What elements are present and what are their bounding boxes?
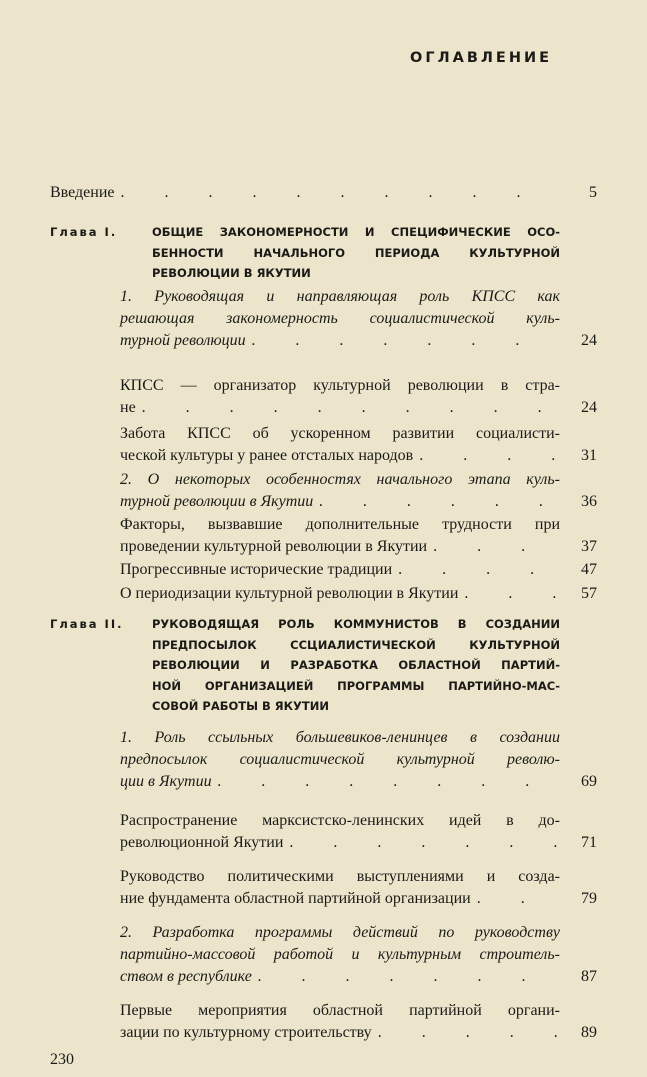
entry-line: Факторы, вызвавшие дополнительные трудности при xyxy=(120,516,560,533)
toc-subsection xyxy=(120,1000,560,1044)
entry-line xyxy=(120,966,560,988)
dot-leader xyxy=(212,771,560,793)
entry-line xyxy=(120,771,560,793)
entry-line: предпосылок социалистической культурной револю- xyxy=(120,751,560,768)
entry-line xyxy=(120,445,560,467)
entry-page-number: 69 xyxy=(581,773,597,790)
entry-page-number: 89 xyxy=(581,1024,597,1041)
chapter-title-line: НОЙ ОРГАНИЗАЦИЕЙ ПРОГРАММЫ ПАРТИЙНО-МАС- xyxy=(152,678,560,693)
page-title: ОГЛАВЛЕНИЕ xyxy=(410,50,553,66)
entry-line xyxy=(120,491,560,513)
entry-line: КПСС — организатор культурной революции в стра- xyxy=(120,377,560,394)
entry-line xyxy=(120,559,560,581)
entry-line xyxy=(120,1022,560,1044)
entry-line: партийно-массовой работой и культурным строитель- xyxy=(120,946,560,963)
entry-text: ние фундамента областной партийной организации xyxy=(120,890,471,907)
chapter-title-line: ПРЕДПОСЫЛОК ССЦИАЛИСТИЧЕСКОЙ КУЛЬТУРНОЙ xyxy=(152,637,560,652)
dot-leader xyxy=(313,491,560,513)
chapter-title xyxy=(152,222,560,284)
toc-subsection xyxy=(120,514,560,558)
entry-page-number: 5 xyxy=(589,184,597,201)
toc-subsection xyxy=(120,559,560,581)
entry-page-number: 57 xyxy=(581,585,597,602)
toc-subsection xyxy=(120,583,560,605)
entry-text: турной революции в Якутии xyxy=(120,493,314,510)
entry-text: ции в Якутии xyxy=(120,773,212,790)
entry-text: Введение xyxy=(50,184,115,201)
entry-text: революционной Якутии xyxy=(120,834,284,851)
dot-leader xyxy=(115,182,561,204)
entry-text: не xyxy=(120,399,136,416)
entry-line xyxy=(120,536,560,558)
entry-line xyxy=(120,832,560,854)
toc-subsection xyxy=(120,375,560,419)
toc-section xyxy=(120,727,560,793)
page-number: 230 xyxy=(50,1051,74,1068)
entry-line: 2. Разработка программы действий по руководству xyxy=(120,924,560,941)
entry-text: турной революции xyxy=(120,332,246,349)
entry-line: решающая закономерность социалистической куль- xyxy=(120,310,560,327)
entry-line xyxy=(120,330,560,352)
dot-leader xyxy=(427,536,560,558)
toc-subsection xyxy=(120,866,560,910)
dot-leader xyxy=(471,888,560,910)
toc-section xyxy=(120,469,560,513)
chapter-label: Глава I. xyxy=(50,225,118,239)
entry-text: Прогрессивные исторические традиции xyxy=(120,561,393,578)
entry-text: ческой культуры у ранее отсталых народов xyxy=(120,447,414,464)
entry-line: Руководство политическими выступлениями и созда- xyxy=(120,868,560,885)
chapter-title-line: РЕВОЛЮЦИИ В ЯКУТИИ xyxy=(152,266,311,280)
entry-line: Распространение марксистско-ленинских идей в до- xyxy=(120,812,560,829)
entry-page-number: 24 xyxy=(581,332,597,349)
dot-leader xyxy=(458,583,560,605)
toc-section xyxy=(120,922,560,988)
entry-text: ством в республике xyxy=(120,968,252,985)
dot-leader xyxy=(372,1022,560,1044)
chapter-title-line: РЕВОЛЮЦИИ И РАЗРАБОТКА ОБЛАСТНОЙ ПАРТИЙ- xyxy=(152,658,560,672)
entry-line xyxy=(120,397,560,419)
entry-line: 1. Роль ссыльных большевиков-ленинцев в создании xyxy=(120,729,560,746)
entry-text: проведении культурной революции в Якутии xyxy=(120,538,428,555)
chapter-label: Глава II. xyxy=(50,617,124,631)
entry-page-number: 37 xyxy=(581,538,597,555)
entry-line: Первые мероприятия областной партийной органи- xyxy=(120,1002,560,1019)
dot-leader xyxy=(246,330,560,352)
entry-page-number: 71 xyxy=(581,834,597,851)
entry-text: О периодизации культурной революции в Якутии xyxy=(120,585,459,602)
entry-page-number: 87 xyxy=(581,968,597,985)
entry-page-number: 31 xyxy=(581,447,597,464)
dot-leader xyxy=(392,559,560,581)
chapter-title-line: СОВОЙ РАБОТЫ В ЯКУТИИ xyxy=(152,699,330,713)
chapter-title-line: БЕННОСТИ НАЧАЛЬНОГО ПЕРИОДА КУЛЬТУРНОЙ xyxy=(152,245,560,260)
toc-entry-introduction xyxy=(50,182,560,204)
entry-line xyxy=(120,583,560,605)
chapter-title-line: ОБЩИЕ ЗАКОНОМЕРНОСТИ И СПЕЦИФИЧЕСКИЕ ОСО- xyxy=(152,225,560,239)
toc-subsection xyxy=(120,423,560,467)
toc-subsection xyxy=(120,810,560,854)
entry-line: 2. О некоторых особенностях начального этапа куль- xyxy=(120,471,560,488)
entry-page-number: 24 xyxy=(581,399,597,416)
dot-leader xyxy=(252,966,560,988)
entry-line: Забота КПСС об ускоренном развитии социалисти- xyxy=(120,425,560,442)
chapter-title xyxy=(152,614,560,717)
entry-line xyxy=(50,182,560,204)
toc-section xyxy=(120,286,560,352)
dot-leader xyxy=(136,397,560,419)
entry-page-number: 79 xyxy=(581,890,597,907)
entry-text: зации по культурному строительству xyxy=(120,1024,372,1041)
entry-page-number: 36 xyxy=(581,493,597,510)
entry-line: 1. Руководящая и направляющая роль КПСС как xyxy=(120,288,560,305)
entry-page-number: 47 xyxy=(581,561,597,578)
chapter-title-line: РУКОВОДЯЩАЯ РОЛЬ КОММУНИСТОВ В СОЗДАНИИ xyxy=(152,617,560,631)
dot-leader xyxy=(283,832,560,854)
dot-leader xyxy=(413,445,560,467)
entry-line xyxy=(120,888,560,910)
